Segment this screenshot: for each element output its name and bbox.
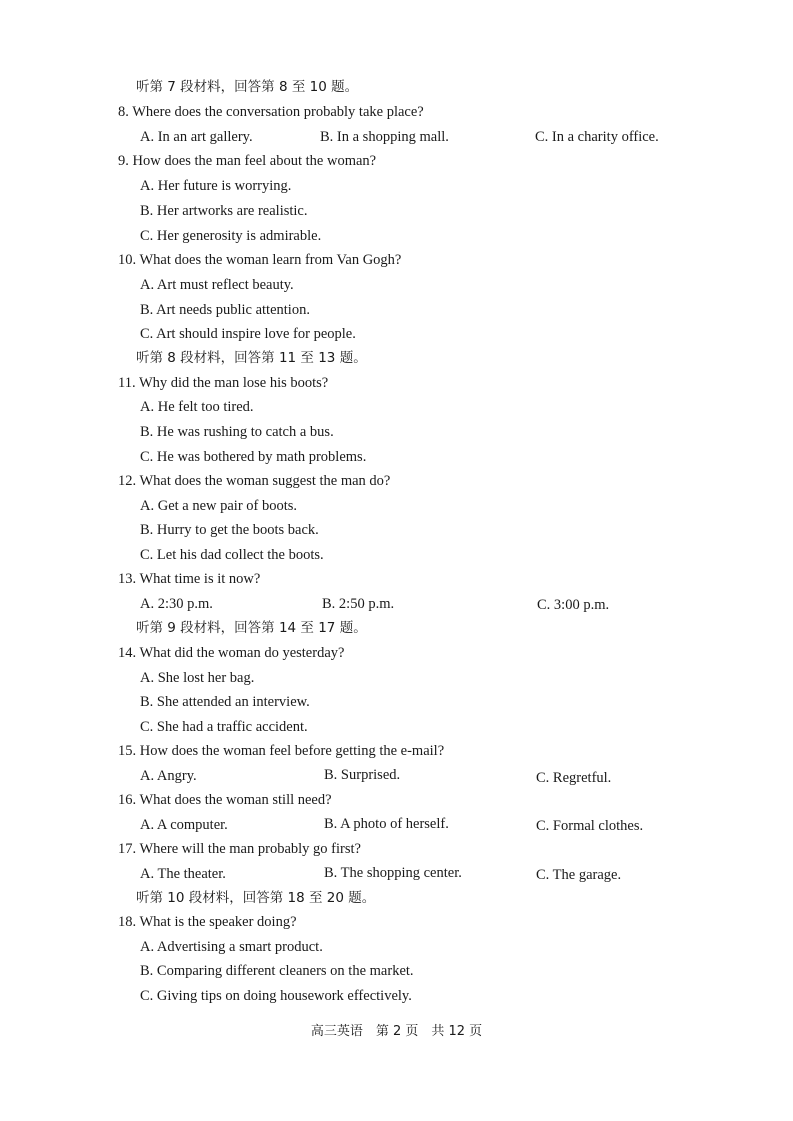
question-stem: 9. How does the man feel about the woman? <box>118 153 377 169</box>
option-a: A. He felt too tired. <box>140 399 254 415</box>
option-b: B. 2:50 p.m. <box>322 596 395 612</box>
option-b: B. He was rushing to catch a bus. <box>140 424 334 440</box>
section-instruction: 听第 10 段材料，回答第 18 至 20 题。 <box>136 890 376 906</box>
option-a: A. A computer. <box>140 817 228 833</box>
option-b: B. She attended an interview. <box>140 694 310 710</box>
option-a: A. Her future is worrying. <box>140 178 292 194</box>
option-a: A. In an art gallery. <box>140 129 253 145</box>
question-stem: 16. What does the woman still need? <box>118 792 332 808</box>
option-b: B. Hurry to get the boots back. <box>140 522 319 538</box>
option-c: C. She had a traffic accident. <box>140 719 308 735</box>
option-c: C. 3:00 p.m. <box>537 597 610 613</box>
option-b: B. The shopping center. <box>324 865 462 881</box>
option-b: B. Comparing different cleaners on the market. <box>140 963 414 979</box>
question-stem: 12. What does the woman suggest the man do? <box>118 473 391 489</box>
option-b: B. A photo of herself. <box>324 816 449 832</box>
option-a: A. 2:30 p.m. <box>140 596 213 612</box>
question-stem: 11. Why did the man lose his boots? <box>118 375 329 391</box>
option-b: B. Surprised. <box>324 767 401 783</box>
option-c: C. Formal clothes. <box>536 818 644 834</box>
option-b: B. Art needs public attention. <box>140 302 310 318</box>
option-b: B. In a shopping mall. <box>320 129 449 145</box>
option-c: C. Giving tips on doing housework effectively. <box>140 988 412 1004</box>
option-b: B. Her artworks are realistic. <box>140 203 308 219</box>
option-a: A. Art must reflect beauty. <box>140 277 294 293</box>
option-c: C. Her generosity is admirable. <box>140 228 322 244</box>
option-c: C. Art should inspire love for people. <box>140 326 356 342</box>
question-stem: 10. What does the woman learn from Van Gogh? <box>118 252 402 268</box>
section-instruction: 听第 8 段材料，回答第 11 至 13 题。 <box>136 350 367 366</box>
option-a: A. Advertising a smart product. <box>140 939 323 955</box>
option-c: C. The garage. <box>536 867 622 883</box>
question-stem: 13. What time is it now? <box>118 571 261 587</box>
option-a: A. She lost her bag. <box>140 670 255 686</box>
option-a: A. Get a new pair of boots. <box>140 498 298 514</box>
question-stem: 15. How does the woman feel before getting the e-mail? <box>118 743 445 759</box>
section-instruction: 听第 9 段材料，回答第 14 至 17 题。 <box>136 620 367 636</box>
option-a: A. The theater. <box>140 866 226 882</box>
question-stem: 8. Where does the conversation probably take place? <box>118 104 424 120</box>
option-c: C. Let his dad collect the boots. <box>140 547 324 563</box>
question-stem: 14. What did the woman do yesterday? <box>118 645 345 661</box>
option-a: A. Angry. <box>140 768 197 784</box>
option-c: C. In a charity office. <box>535 129 659 145</box>
question-stem: 18. What is the speaker doing? <box>118 914 297 930</box>
page-footer: 高三英语 第 2 页 共 12 页 <box>310 1024 483 1039</box>
option-c: C. Regretful. <box>536 770 612 786</box>
section-instruction: 听第 7 段材料，回答第 8 至 10 题。 <box>136 79 359 95</box>
question-stem: 17. Where will the man probably go first? <box>118 841 361 857</box>
option-c: C. He was bothered by math problems. <box>140 449 367 465</box>
